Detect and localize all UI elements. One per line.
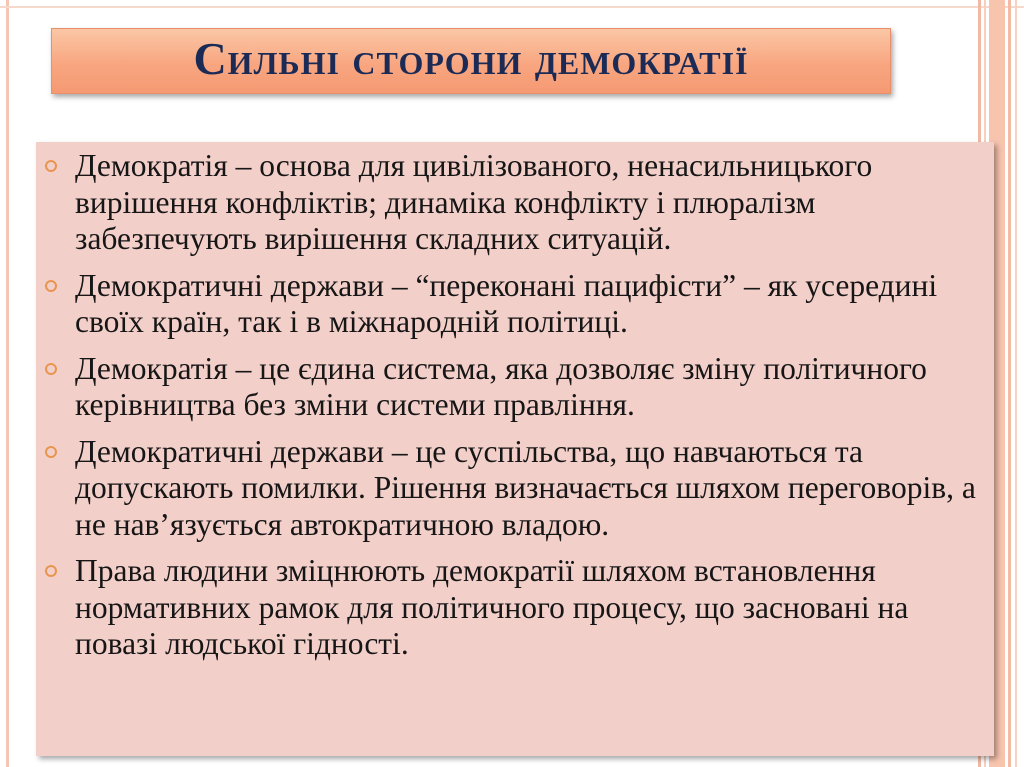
bullet-item <box>75 434 978 544</box>
slide-title: Сильні сторони демократії <box>193 33 749 84</box>
frame-left-line <box>6 0 9 767</box>
bullet-text: Демократія – основа для цивілізованого, ненасильницького вирішення конфліктів; динаміка конфлікту і плюралізм забезпечують вирішення складних ситуацій. <box>75 148 873 256</box>
bullet-text: Демократія – це єдина система, яка дозволяє зміну політичного керівництва без зміни системи правління. <box>75 350 927 422</box>
bullet-circle-icon <box>45 446 57 458</box>
bullet-item <box>75 351 978 424</box>
bullet-list <box>36 142 994 663</box>
bullet-text: Права людини зміцнюють демократії шляхом встановлення нормативних рамок для політичного процесу, що засновані на повазі людської гідності. <box>75 553 909 661</box>
content-panel <box>36 142 994 756</box>
bullet-circle-icon <box>45 160 57 172</box>
bullet-text: Демократичні держави – це суспільства, що навчаються та допускають помилки. Рішення визначається шляхом переговорів, а не нав’язується автократичною владою. <box>75 433 976 542</box>
stripe <box>1015 0 1017 767</box>
bullet-text: Демократичні держави – “переконані пацифісти” – як усередині своїх країн, так і в міжнародній політиці. <box>75 267 938 339</box>
bullet-circle-icon <box>45 280 57 292</box>
frame-top-line <box>0 6 1024 8</box>
stripe <box>1008 0 1011 767</box>
title-banner <box>51 28 891 94</box>
bullet-circle-icon <box>45 363 57 375</box>
bullet-item <box>75 553 978 663</box>
bullet-item <box>75 268 978 341</box>
bullet-item <box>75 148 978 258</box>
bullet-circle-icon <box>45 565 57 577</box>
